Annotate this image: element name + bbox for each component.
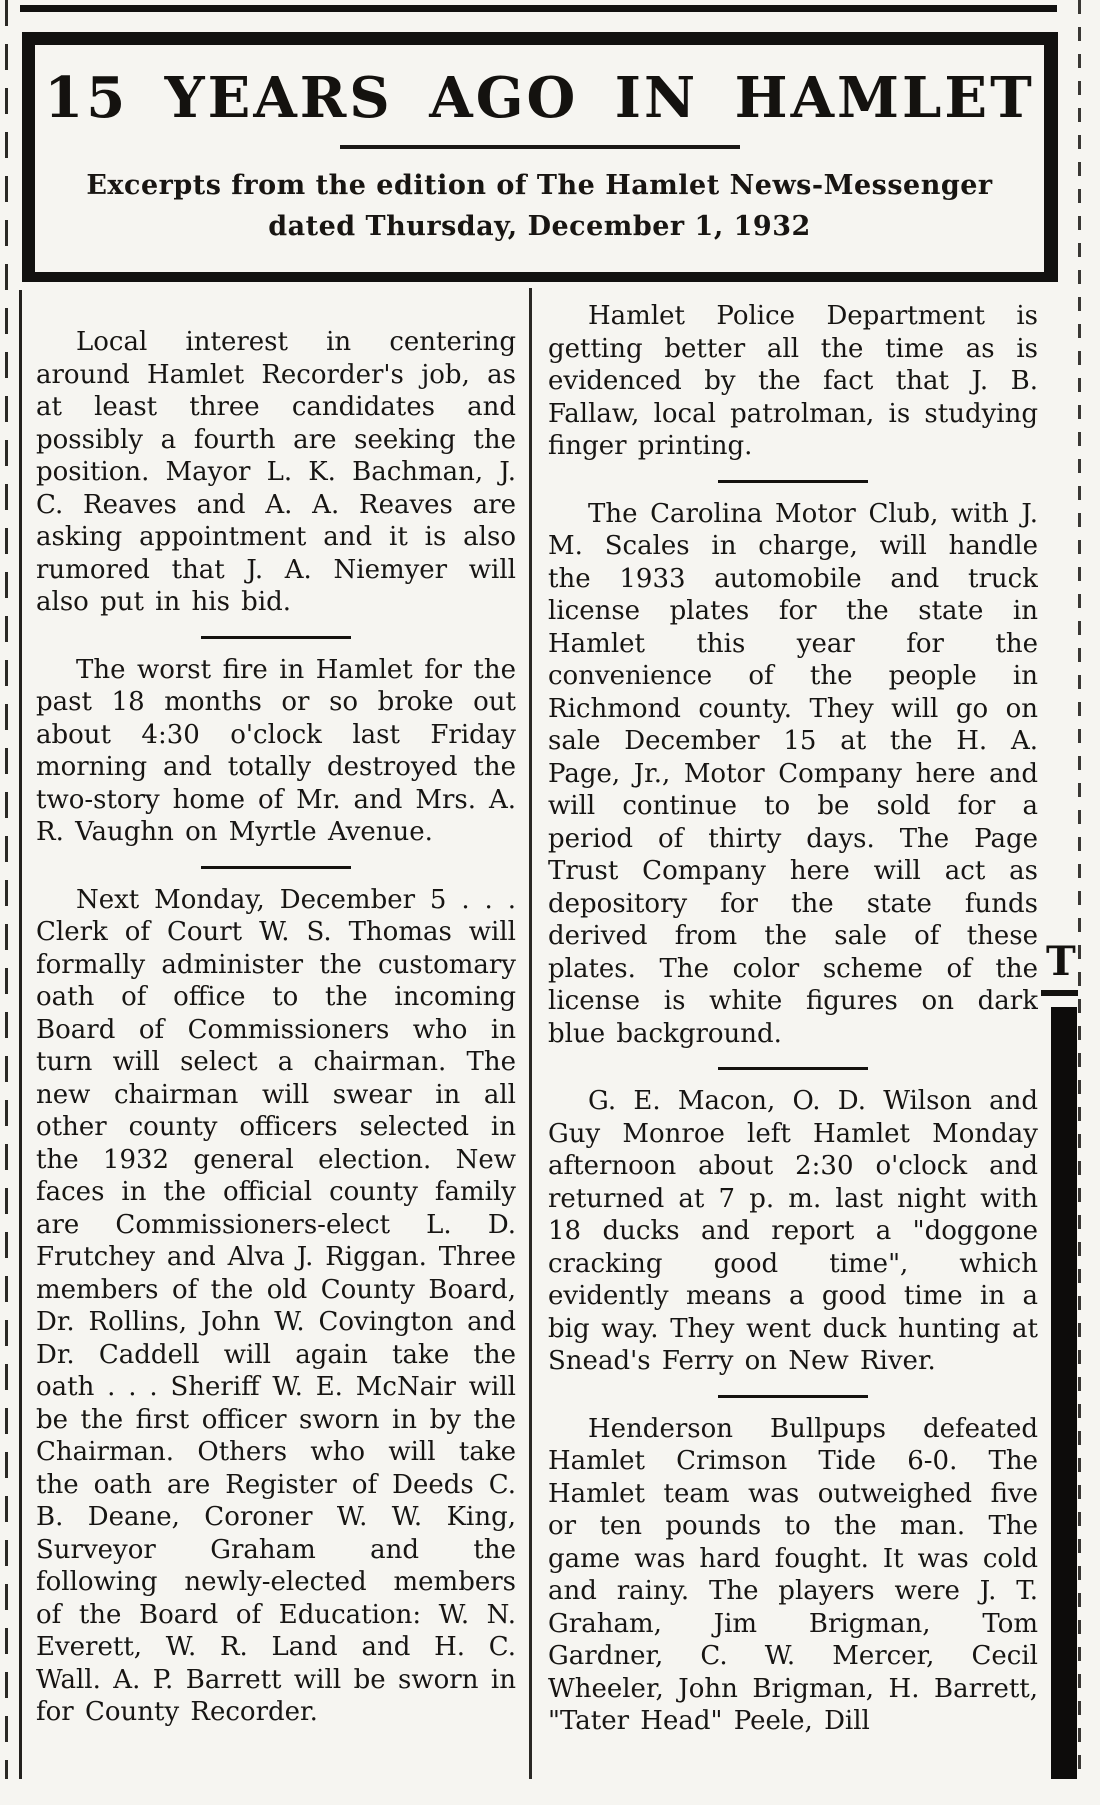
top-rule — [20, 5, 1057, 12]
paragraph-divider — [718, 480, 868, 483]
article-paragraph: The worst fire in Hamlet for the past 18 months or so broke out about 4:30 o'clock last Friday morning and totally destroyed the two-story home of Mr. and Mrs. A. R. Vaughn on Myrtle Avenue. — [36, 654, 516, 847]
subtitle-line-2: dated Thursday, December 1, 1932 — [268, 211, 811, 242]
column-divider-rule — [529, 288, 532, 1779]
article-paragraph: The Carolina Motor Club, with J. M. Scales in charge, will handle the 1933 automobile and truck license plates for the state in Hamlet this year for the convenience of the people in Richmond county. They will go on sale December 15 at the H. A. Page, Jr., Motor Company here and will continue to be sold for a period of thirty days. The Page Trust Company here will act as depository for the state funds derived from the sale of these plates. The color scheme of the license is white figures on dark blue background. — [548, 498, 1038, 1049]
adjacent-column-fragment-letter: T — [1046, 938, 1076, 985]
header-box — [22, 45, 1058, 282]
left-column-rule — [19, 290, 22, 1779]
paragraph-divider — [201, 866, 351, 869]
paragraph-divider — [718, 1067, 868, 1070]
header-top-rule — [22, 32, 1058, 45]
article-paragraph: G. E. Macon, O. D. Wilson and Guy Monroe left Hamlet Monday afternoon about 2:30 o'clock and returned at 7 p. m. last night with 18 ducks and report a "doggone cracking good time", which evidently means a good time in a big way. They went duck hunting at Snead's Ferry on New River. — [548, 1086, 1038, 1376]
article-paragraph: Henderson Bullpups defeated Hamlet Crimson Tide 6-0. The Hamlet team was outweighed five or ten pounds to the man. The game was hard fought. It was cold and rainy. The players were J. T. Graham, Jim Brigman, Tom Gardner, C. W. Mercer, Cecil Wheeler, John Brigman, H. Barrett, "Tater Head" Peele, Dill — [548, 1413, 1038, 1736]
title-underline — [340, 145, 740, 149]
paragraph-divider — [718, 1395, 868, 1398]
right-page-edge-line — [1078, 0, 1081, 1779]
article-paragraph: Hamlet Police Department is getting better all the time as is evidenced by the fact that J. B. Fallaw, local patrolman, is studying finger printing. — [548, 301, 1038, 461]
article-paragraph: Local interest in centering around Hamlet Recorder's job, as at least three candidates and possibly a fourth are seeking the position. Mayor L. K. Bachman, J. C. Reaves and A. A. Reaves are asking appointment and it is also rumored that J. A. Niemyer will also put in his bid. — [36, 327, 516, 617]
left-page-edge-line — [5, 0, 8, 1779]
paragraph-divider — [201, 636, 351, 639]
article-paragraph: Next Monday, December 5 . . . Clerk of Court W. S. Thomas will formally administer the customary oath of office to the incoming Board of Commissioners who in turn will select a chairman. The new chairman will swear in all other county officers selected in the 1932 general election. New faces in the official county family are Commissioners-elect L. D. Frutchey and Alva J. Riggan. Three members of the old County Board, Dr. Rollins, John W. Covington and Dr. Caddell will again take the oath . . . Sheriff W. E. McNair will be the first officer sworn in by the Chairman. Others who will take the oath are Register of Deeds C. B. Deane, Coroner W. W. King, Surveyor Graham and the following newly-elected members of the Board of Education: W. N. Everett, W. R. Land and H. C. Wall. A. P. Barrett will be sworn in for County Recorder. — [36, 884, 516, 1727]
subtitle-line-1: Excerpts from the edition of The Hamlet News-Messenger — [86, 170, 993, 201]
adjacent-column-fragment-dash — [1041, 990, 1078, 996]
left-column — [36, 300, 516, 1805]
right-column — [548, 300, 1038, 1779]
right-margin-ink-bar — [1051, 1007, 1077, 1779]
page-title: 15 YEARS AGO IN HAMLET — [44, 65, 1035, 131]
